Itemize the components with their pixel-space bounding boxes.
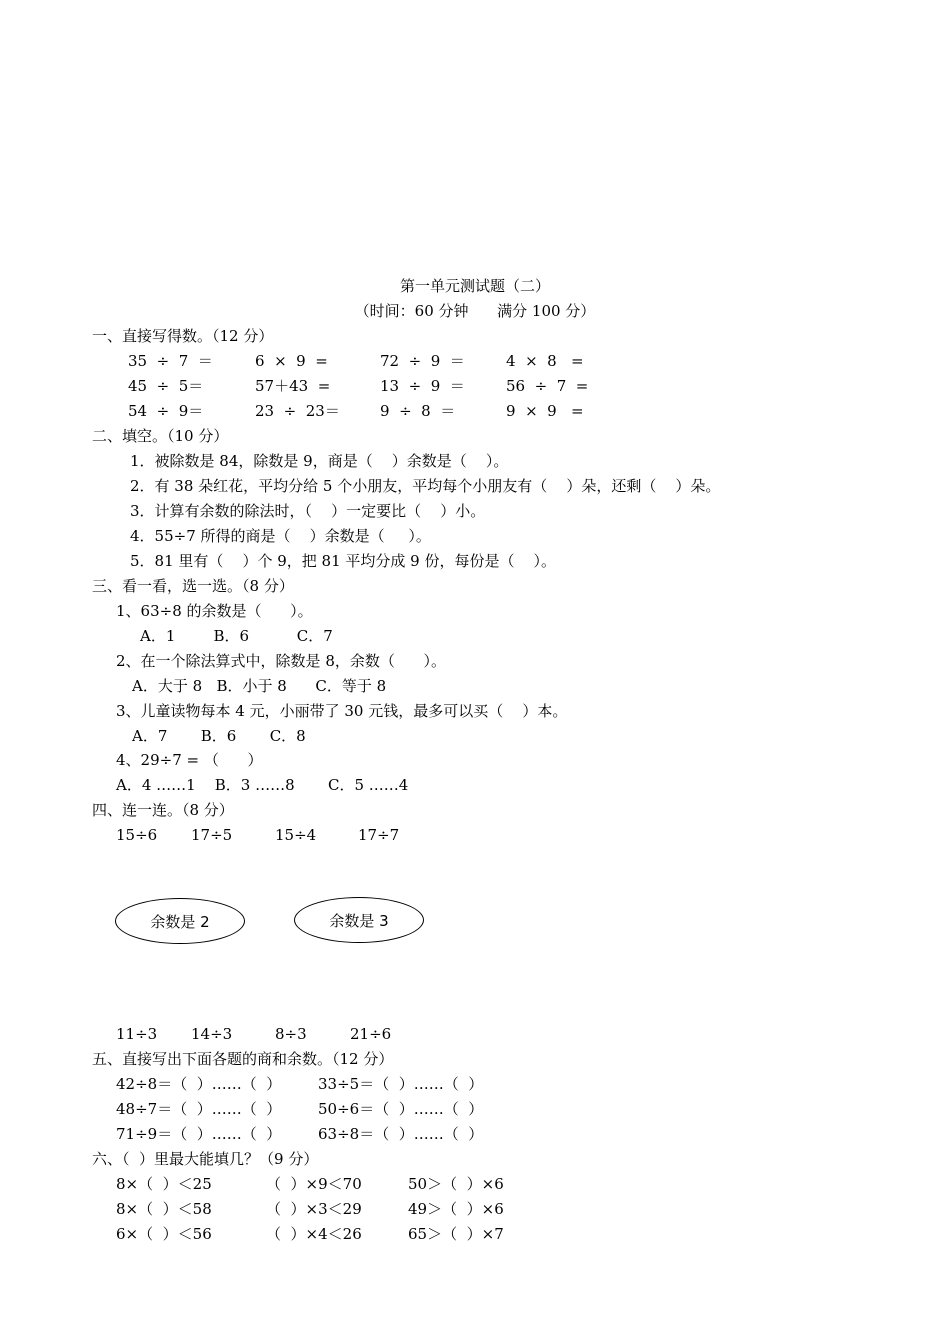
calc-2-2: 57＋43 =: [255, 377, 331, 395]
oval-remainder-2: [115, 898, 245, 944]
max-fill-3-2: （ ）×4＜26: [266, 1225, 362, 1243]
oval-remainder-3-label: 余数是 3: [329, 911, 389, 930]
section2-heading: 二、填空。（10 分）: [92, 427, 229, 445]
calc-3-4: 9 × 9 =: [506, 402, 584, 420]
calc-3-2: 23 ÷ 23＝: [255, 402, 340, 420]
choice-options-3: A．7 B．6 C．8: [132, 727, 306, 745]
max-fill-3-3: 65＞（ ）×7: [408, 1225, 504, 1243]
calc-3-1: 54 ÷ 9＝: [128, 402, 204, 420]
fill-item-4: 4．55÷7 所得的商是（ ）余数是（ ）。: [130, 527, 431, 545]
match-bottom-3: 8÷3: [275, 1025, 307, 1043]
choice-question-1: 1、63÷8 的余数是（ ）。: [116, 602, 313, 620]
calc-2-1: 45 ÷ 5＝: [128, 377, 204, 395]
fill-item-3: 3．计算有余数的除法时，（ ）一定要比（ ）小。: [130, 502, 486, 520]
max-fill-1-3: 50＞（ ）×6: [408, 1175, 504, 1193]
choice-options-4: A．4 ……1 B．3 ……8 C．5 ……4: [116, 776, 409, 794]
calc-2-4: 56 ÷ 7 =: [506, 377, 589, 395]
quotient-2-1: 48÷7＝（ ）……（ ）: [116, 1100, 282, 1118]
page-title: 第一单元测试题（二）: [399, 277, 550, 295]
calc-1-4: 4 × 8 =: [506, 352, 584, 370]
calc-1-2: 6 × 9 =: [255, 352, 328, 370]
match-top-3: 15÷4: [275, 826, 317, 844]
calc-1-3: 72 ÷ 9 ＝: [380, 352, 465, 370]
section5-heading: 五、直接写出下面各题的商和余数。（12 分）: [92, 1050, 394, 1068]
quotient-1-1: 42÷8＝（ ）……（ ）: [116, 1075, 282, 1093]
choice-options-2: A．大于 8 B．小于 8 C．等于 8: [132, 677, 387, 695]
quotient-3-1: 71÷9＝（ ）……（ ）: [116, 1125, 282, 1143]
section6-heading: 六、（ ）里最大能填几？（9 分）: [92, 1150, 319, 1168]
match-top-2: 17÷5: [191, 826, 233, 844]
section4-heading: 四、连一连。（8 分）: [92, 801, 234, 819]
oval-remainder-2-label: 余数是 2: [150, 912, 210, 931]
max-fill-2-2: （ ）×3＜29: [266, 1200, 362, 1218]
fill-item-2: 2．有 38 朵红花，平均分给 5 个小朋友，平均每个小朋友有（ ）朵，还剩（ ）朵。: [130, 477, 721, 495]
calc-2-3: 13 ÷ 9 ＝: [380, 377, 465, 395]
choice-question-2: 2、在一个除法算式中，除数是 8，余数（ ）。: [116, 652, 446, 670]
choice-question-3: 3、儿童读物每本 4 元，小丽带了 30 元钱，最多可以买（ ）本。: [116, 702, 568, 720]
match-bottom-4: 21÷6: [350, 1025, 392, 1043]
match-top-1: 15÷6: [116, 826, 158, 844]
time-and-score: （时间：60 分钟 满分 100 分）: [354, 302, 596, 320]
max-fill-2-1: 8×（ ）＜58: [116, 1200, 212, 1218]
fill-item-1: 1．被除数是 84，除数是 9，商是（ ）余数是（ ）。: [130, 452, 509, 470]
match-top-4: 17÷7: [358, 826, 400, 844]
max-fill-2-3: 49＞（ ）×6: [408, 1200, 504, 1218]
max-fill-3-1: 6×（ ）＜56: [116, 1225, 212, 1243]
calc-3-3: 9 ÷ 8 ＝: [380, 402, 456, 420]
match-bottom-1: 11÷3: [116, 1025, 158, 1043]
choice-options-1: A．1 B．6 C．7: [140, 627, 333, 645]
match-bottom-2: 14÷3: [191, 1025, 233, 1043]
oval-remainder-3: [294, 897, 424, 943]
max-fill-1-1: 8×（ ）＜25: [116, 1175, 212, 1193]
quotient-2-2: 50÷6＝（ ）……（ ）: [318, 1100, 484, 1118]
quotient-3-2: 63÷8＝（ ）……（ ）: [318, 1125, 484, 1143]
section1-heading: 一、直接写得数。（12 分）: [92, 327, 274, 345]
max-fill-1-2: （ ）×9＜70: [266, 1175, 362, 1193]
quotient-1-2: 33÷5＝（ ）……（ ）: [318, 1075, 484, 1093]
fill-item-5: 5．81 里有（ ）个 9，把 81 平均分成 9 份，每份是（ ）。: [130, 552, 557, 570]
section3-heading: 三、看一看，选一选。（8 分）: [92, 577, 294, 595]
choice-question-4: 4、29÷7 = （ ）: [116, 751, 263, 769]
calc-1-1: 35 ÷ 7 ＝: [128, 352, 213, 370]
